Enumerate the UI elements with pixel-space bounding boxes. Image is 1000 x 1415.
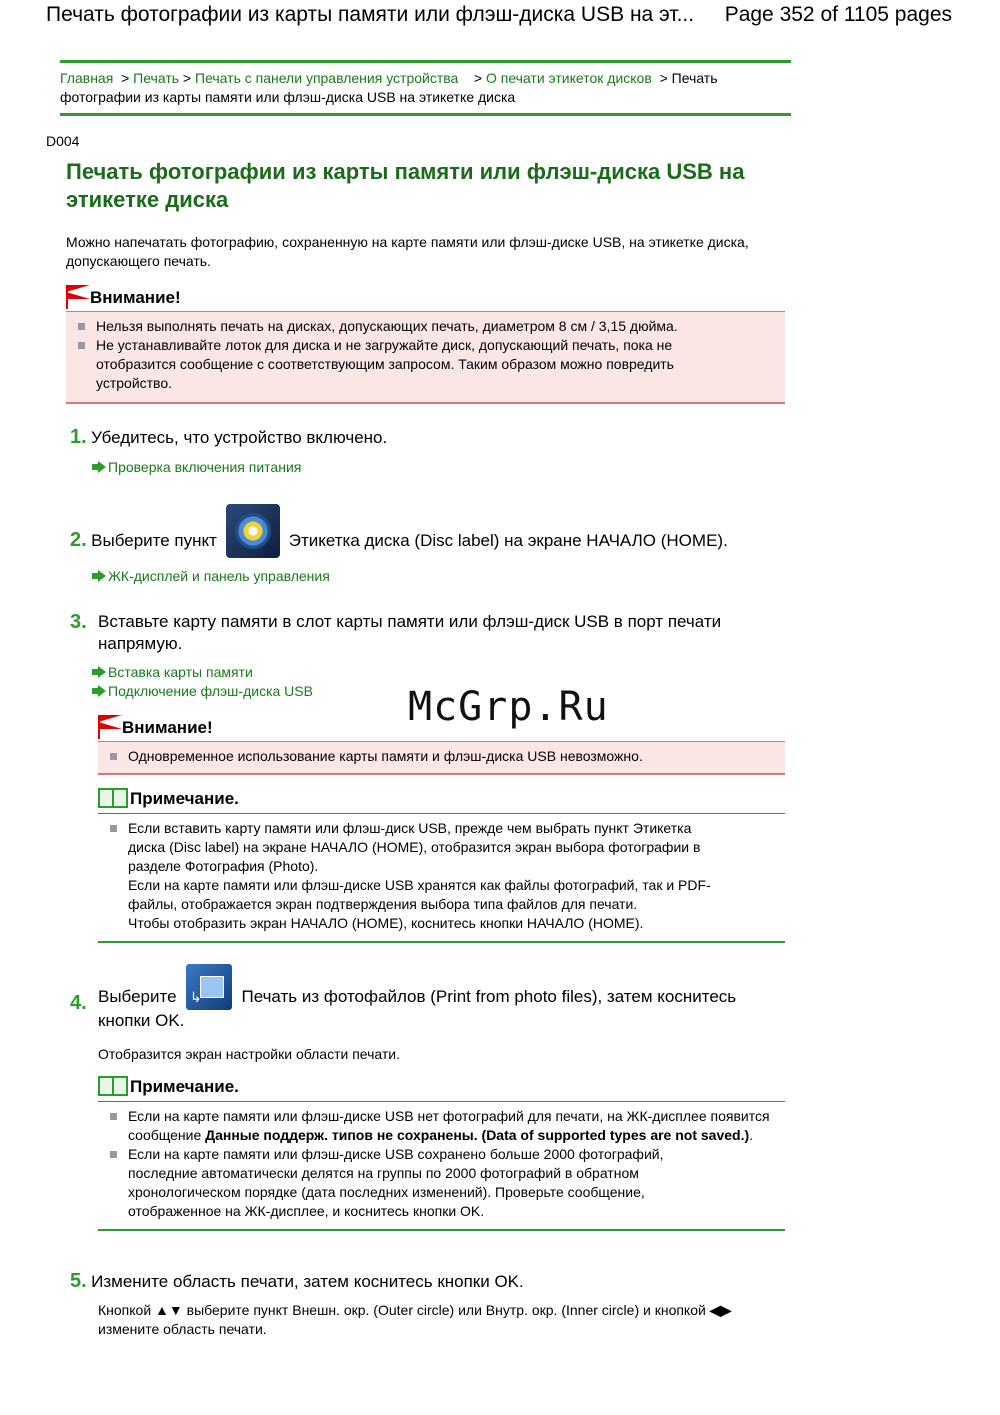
note-heading: Примечание.: [98, 787, 785, 813]
print-from-photo-files-icon: [186, 964, 232, 1010]
breadcrumb-separator: >: [473, 70, 483, 86]
step-text: Измените область печати, затем коснитесь кнопки OK.: [91, 1272, 524, 1291]
breadcrumb-link-disc-labels[interactable]: О печати этикеток дисков: [485, 70, 652, 86]
step-1-link-row: [92, 458, 301, 477]
step-sub-text: измените область печати.: [98, 1321, 267, 1337]
breadcrumb-separator: >: [659, 70, 668, 86]
note-section: [98, 787, 785, 943]
step-2: [70, 504, 728, 558]
note-text: Если на карте памяти или флэш-диске USB нет фотографий для печати, на ЖК-дисплее появится сообщение: [128, 1108, 770, 1143]
breadcrumb: [60, 60, 791, 116]
step-5: [70, 1270, 524, 1293]
step-number: 3.: [70, 611, 87, 633]
breadcrumb-current: Печать фотографии из карты памяти или флэш-диска USB на этикетке диска: [60, 70, 718, 105]
book-icon: [98, 1075, 126, 1095]
note-line: Чтобы отобразить экран НАЧАЛО (HOME), коснитесь кнопки НАЧАЛО (HOME).: [128, 915, 644, 931]
link-power-check[interactable]: Проверка включения питания: [108, 459, 302, 475]
link-lcd-panel[interactable]: ЖК-дисплей и панель управления: [108, 568, 330, 584]
step-number: 4.: [70, 992, 87, 1014]
step-text: Убедитесь, что устройство включено.: [91, 428, 388, 447]
arrow-right-icon: [98, 461, 106, 473]
intro-text: Можно напечатать фотографию, сохраненную на карте памяти или флэш-диске USB, на этикетке диска, допускающего печать.: [66, 234, 749, 269]
step-3-link-row: [92, 682, 313, 701]
caution-section: [66, 285, 785, 404]
page-title: Печать фотографии из карты памяти или флэш-диска USB на этикетке диска: [66, 159, 745, 212]
caution-heading: Внимание!: [66, 285, 785, 311]
note-box: [98, 1101, 785, 1231]
document-title: Печать фотографии из карты памяти или флэш-диска USB на эт...: [46, 3, 695, 26]
step-text: Вставьте карту памяти в слот карты памяти или флэш-диск USB в порт печати напрямую.: [98, 612, 722, 653]
step-text-after: Печать из фотофайлов (Print from photo files), затем коснитесь кнопки OK.: [98, 987, 737, 1030]
warning-flag-icon: [66, 285, 90, 309]
breadcrumb-link-print[interactable]: Печать: [133, 70, 180, 86]
up-down-arrows-icon: ▲▼: [155, 1302, 183, 1318]
step-number: 1.: [70, 426, 87, 448]
note-line: Если на карте памяти или флэш-диске USB хранятся как файлы фотографий, так и PDF-файлы, отображается экран подтверждения выбора типа файлов для печати.: [128, 877, 711, 912]
book-icon: [98, 787, 126, 807]
left-right-arrows-icon: ◀▶: [709, 1302, 732, 1318]
watermark: McGrp.Ru: [408, 684, 609, 730]
step-sub-text: выберите пункт Внешн. окр. (Outer circle) или Внутр. окр. (Inner circle) и кнопкой: [186, 1302, 706, 1318]
link-insert-card[interactable]: Вставка карты памяти: [108, 664, 253, 680]
breadcrumb-separator: >: [121, 70, 130, 86]
arrow-right-icon: [98, 666, 106, 678]
step-3: [70, 611, 785, 655]
step-1: [70, 426, 387, 449]
step-number: 2.: [70, 529, 87, 551]
document-code: D004: [46, 133, 80, 149]
list-item: Если на карте памяти или флэш-диске USB сохранено больше 2000 фотографий, последние автоматически делятся на группы по 2000 фотографий в обратном хронологическом порядке (дата последних изменений). Проверьте сообщение, отображенное на ЖК-дисплее, и коснитесь кнопки OK.: [98, 1145, 785, 1221]
step-text-block: [98, 964, 785, 1032]
caution-box: [98, 741, 785, 775]
breadcrumb-separator: >: [182, 70, 192, 86]
link-connect-usb[interactable]: Подключение флэш-диска USB: [108, 683, 313, 699]
note-bold-message: Данные поддерж. типов не сохранены. (Data of supported types are not saved.): [205, 1127, 750, 1143]
note-line: Если вставить карту памяти или флэш-диск USB, прежде чем выбрать пункт Этикетка диска (Disc label) на экране НАЧАЛО (HOME), отобразится экран выбора фотографии в разделе Фотография (Photo).: [128, 820, 701, 874]
step-5-sub: [98, 1301, 758, 1339]
step-text-after: Этикетка диска (Disc label) на экране НАЧАЛО (HOME).: [288, 531, 728, 550]
list-item: [98, 819, 785, 933]
list-item: [98, 1107, 785, 1145]
step-number: 5.: [70, 1270, 87, 1292]
list-item: Нельзя выполнять печать на дисках, допускающих печать, диаметром 8 см / 3,15 дюйма.: [66, 317, 785, 336]
breadcrumb-link-home[interactable]: Главная: [60, 70, 114, 86]
step-3-link-row: [92, 663, 253, 682]
step-4: [70, 964, 785, 1032]
step-text-before: Выберите пункт: [91, 531, 217, 550]
step-sub-text: Кнопкой: [98, 1302, 152, 1318]
arrow-right-icon: [98, 685, 106, 697]
list-item: Одновременное использование карты памяти и флэш-диска USB невозможно.: [98, 747, 785, 766]
disc-label-icon: [226, 504, 280, 558]
list-item: Не устанавливайте лоток для диска и не загружайте диск, допускающий печать, пока не отобразится сообщение с соответствующим запросом. Таким образом можно повредить устройство.: [66, 336, 785, 393]
warning-flag-icon: [98, 715, 122, 739]
step-4-sub: Отобразится экран настройки области печати.: [98, 1046, 400, 1062]
note-heading: Примечание.: [98, 1075, 785, 1101]
note-box: [98, 813, 785, 943]
step-2-link-row: [92, 567, 330, 586]
note-text: .: [749, 1127, 754, 1143]
caution-box: [66, 311, 785, 404]
breadcrumb-link-panel-print[interactable]: Печать с панели управления устройства: [195, 70, 459, 86]
caution-heading: Внимание!: [98, 715, 785, 741]
step-text-before: Выберите: [98, 987, 177, 1006]
note-section: [98, 1075, 785, 1231]
page-counter: Page 352 of 1105 pages: [724, 3, 952, 26]
arrow-right-icon: [98, 570, 106, 582]
